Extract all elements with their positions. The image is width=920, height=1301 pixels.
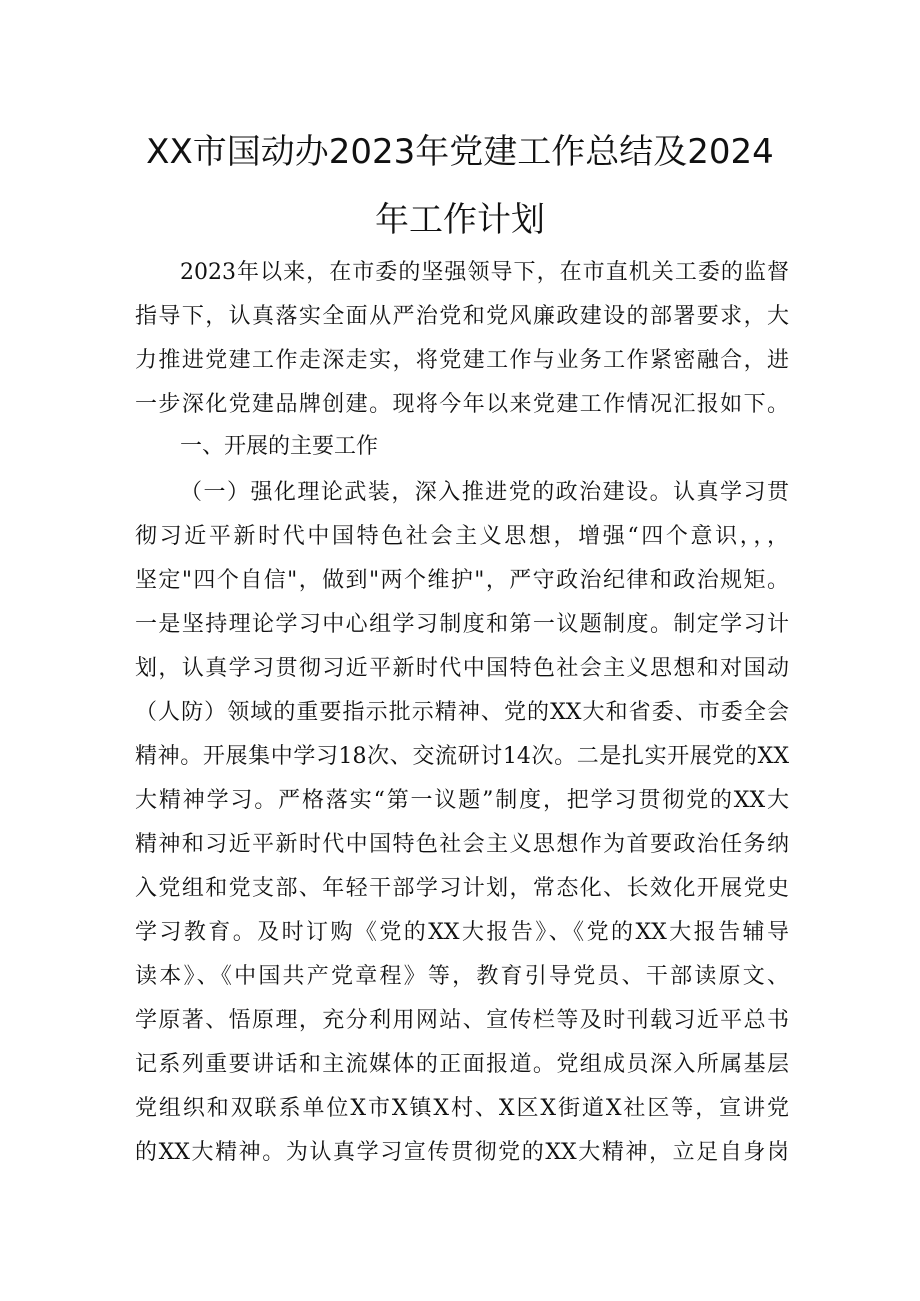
paragraph-line: 指导下，认真落实全面从严治党和党风廉政建设的部署要求，大 [135, 304, 789, 329]
paragraph-line: （一）强化理论武装，深入推进党的政治建设。认真学习贯 [180, 480, 789, 505]
paragraph-line: 精神。开展集中学习18次、交流研讨14次。二是扎实开展党的XX [135, 744, 789, 769]
document-title-line-1: XX市国动办2023年党建工作总结及2024 [146, 132, 774, 172]
paragraph-line: 划，认真学习贯彻习近平新时代中国特色社会主义思想和对国动 [135, 656, 789, 681]
section-heading: 一、开展的主要工作 [180, 434, 379, 459]
paragraph-line: 坚定"四个自信"，做到"两个维护"，严守政治纪律和政治规矩。 [135, 568, 789, 593]
paragraph-line: 读本》、《中国共产党章程》等，教育引导党员、干部读原文、 [135, 964, 789, 989]
paragraph-line: 学原著、悟原理，充分利用网站、宣传栏等及时刊载习近平总书 [135, 1008, 789, 1033]
paragraph-line: 大精神学习。严格落实“第一议题”制度，把学习贯彻党的XX大 [135, 788, 789, 813]
paragraph-line: 力推进党建工作走深走实，将党建工作与业务工作紧密融合，进 [135, 348, 789, 373]
paragraph-line: 一是坚持理论学习中心组学习制度和第一议题制度。制定学习计 [135, 612, 789, 637]
paragraph-line: 党组织和双联系单位X市X镇X村、X区X街道X社区等，宣讲党 [135, 1096, 789, 1121]
paragraph-line: 入党组和党支部、年轻干部学习计划，常态化、长效化开展党史 [135, 876, 789, 901]
paragraph-line: 的XX大精神。为认真学习宣传贯彻党的XX大精神，立足自身岗 [135, 1140, 789, 1165]
paragraph-line: 一步深化党建品牌创建。现将今年以来党建工作情况汇报如下。 [135, 392, 789, 417]
paragraph-line: 精神和习近平新时代中国特色社会主义思想作为首要政治任务纳 [135, 832, 789, 857]
paragraph-line: 记系列重要讲话和主流媒体的正面报道。党组成员深入所属基层 [135, 1052, 789, 1077]
document-title-line-2: 年工作计划 [375, 200, 545, 240]
paragraph-line: 彻习近平新时代中国特色社会主义思想，增强“四个意识，，， [135, 524, 789, 549]
paragraph-line: 学习教育。及时订购《党的XX大报告》、《党的XX大报告辅导 [135, 920, 789, 945]
paragraph-line: 2023年以来，在市委的坚强领导下，在市直机关工委的监督 [180, 260, 789, 285]
paragraph-line: （人防）领域的重要指示批示精神、党的XX大和省委、市委全会 [135, 700, 789, 725]
